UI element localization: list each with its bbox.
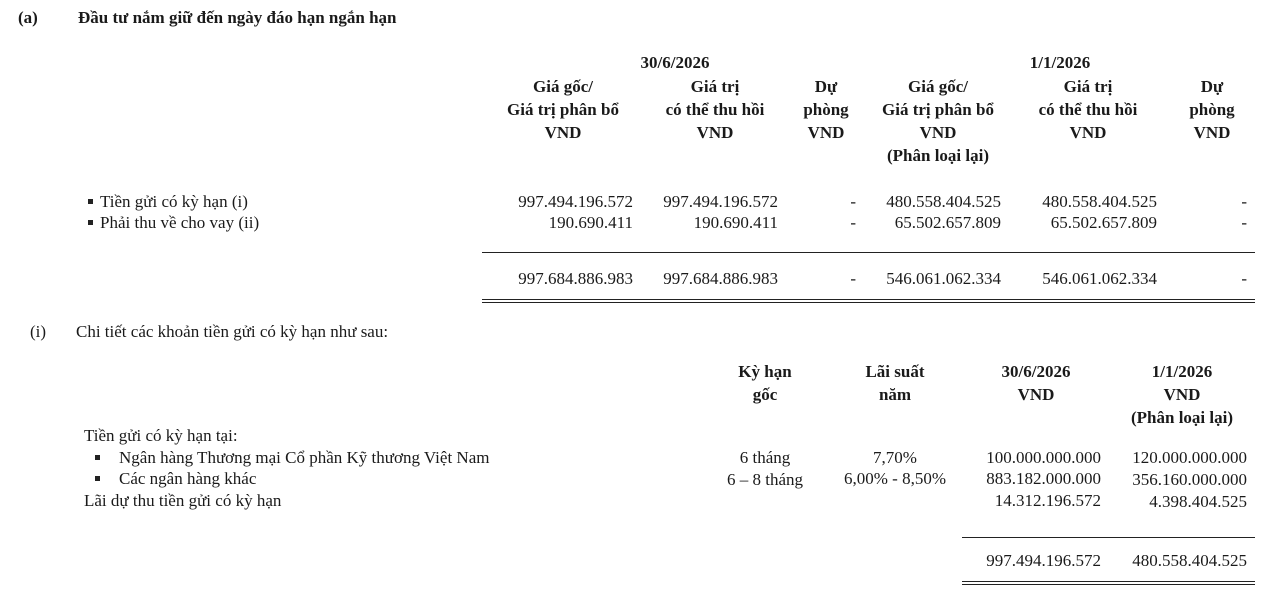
total-cell: 997.684.886.983 — [663, 269, 778, 288]
subtotal-line — [962, 537, 1255, 538]
col-header-cost-1: Giá gốc/ Giá trị phân bổ VND — [507, 77, 619, 142]
table-cell: - — [1241, 192, 1247, 211]
col-header-recoverable-1: Giá trị có thể thu hồi VND — [665, 77, 765, 142]
table-cell: - — [850, 192, 856, 211]
bullet-icon — [88, 220, 93, 225]
col-header-cost-2: Giá gốc/ Giá trị phân bổ VND (Phân loại lại) — [882, 77, 994, 165]
term-cell: 6 – 8 tháng — [726, 470, 804, 489]
section-a-title: Đầu tư nắm giữ đến ngày đáo hạn ngắn hạn — [78, 8, 397, 27]
term-cell: 6 tháng — [739, 448, 791, 467]
table-cell: 480.558.404.525 — [1042, 192, 1157, 211]
col-header-provision-1: Dự phòng VND — [803, 77, 849, 142]
interest-row-label: Lãi dự thu tiền gửi có kỳ hạn — [84, 491, 282, 510]
rate-cell: 7,70% — [873, 448, 917, 467]
total-cell: - — [1241, 269, 1247, 288]
group-label: Tiền gửi có kỳ hạn tại: — [84, 426, 238, 445]
table-cell: 190.690.411 — [548, 213, 633, 232]
list-item: Ngân hàng Thương mại Cổ phần Kỹ thương Việt Nam — [95, 448, 489, 468]
table-cell: 190.690.411 — [693, 213, 778, 232]
period-header-2: 1/1/2026 — [1029, 53, 1091, 72]
table-row-label: Phải thu về cho vay (ii) — [88, 213, 259, 233]
total-cell: 997.494.196.572 — [986, 551, 1101, 570]
value-cell: 120.000.000.000 — [1132, 448, 1247, 467]
col-header-provision-2: Dự phòng VND — [1189, 77, 1235, 142]
value-cell: 883.182.000.000 — [986, 469, 1101, 488]
col-header-recoverable-2: Giá trị có thể thu hồi VND — [1038, 77, 1138, 142]
section-i-label: (i) — [30, 322, 47, 341]
total-cell: 480.558.404.525 — [1132, 551, 1247, 570]
subtotal-line — [482, 252, 1255, 253]
table-cell: 65.502.657.809 — [894, 213, 1001, 232]
bullet-icon — [95, 455, 100, 460]
table-cell: - — [850, 213, 856, 232]
table-cell: 65.502.657.809 — [1050, 213, 1157, 232]
total-double-line-bottom — [962, 584, 1255, 585]
table-cell: 480.558.404.525 — [886, 192, 1001, 211]
table-cell: 997.494.196.572 — [663, 192, 778, 211]
value-cell: 356.160.000.000 — [1132, 470, 1247, 489]
value-cell: 100.000.000.000 — [986, 448, 1101, 467]
col-header-period-1: 30/6/2026 VND — [1001, 362, 1071, 404]
value-cell: 14.312.196.572 — [994, 491, 1101, 510]
col-header-period-2: 1/1/2026 VND (Phân loại lại) — [1130, 362, 1233, 427]
table-row-label: Tiền gửi có kỳ hạn (i) — [88, 192, 248, 212]
table-cell: 997.494.196.572 — [518, 192, 633, 211]
section-a-label: (a) — [18, 8, 38, 27]
col-header-rate: Lãi suất năm — [865, 362, 925, 404]
period-header-1: 30/6/2026 — [640, 53, 710, 72]
list-item: Các ngân hàng khác — [95, 469, 256, 489]
table-cell: - — [1241, 213, 1247, 232]
total-cell: 546.061.062.334 — [886, 269, 1001, 288]
total-double-line-top — [482, 299, 1255, 300]
col-header-term: Kỳ hạn gốc — [738, 362, 792, 404]
bullet-icon — [88, 199, 93, 204]
bullet-icon — [95, 476, 100, 481]
total-cell: 546.061.062.334 — [1042, 269, 1157, 288]
total-cell: - — [850, 269, 856, 288]
total-double-line-top — [962, 581, 1255, 582]
section-i-title: Chi tiết các khoản tiền gửi có kỳ hạn như sau: — [76, 322, 389, 341]
total-double-line-bottom — [482, 302, 1255, 303]
total-cell: 997.684.886.983 — [518, 269, 633, 288]
value-cell: 4.398.404.525 — [1149, 492, 1247, 511]
rate-cell: 6,00% - 8,50% — [844, 469, 946, 488]
